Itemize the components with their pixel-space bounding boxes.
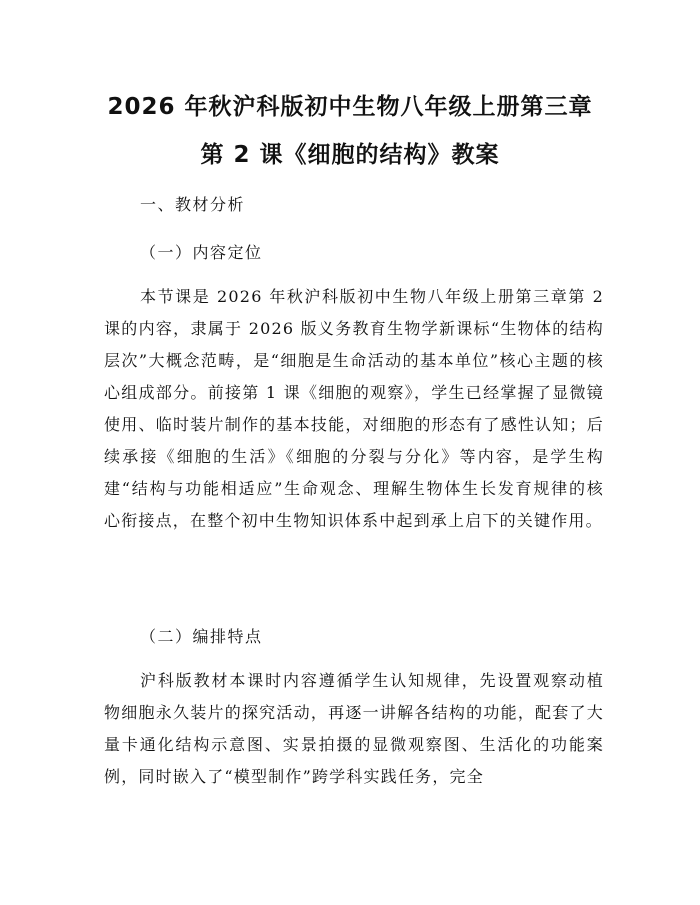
document-title-line-2: 第 2 课《细胞的结构》教案 [200,142,500,168]
document-title-line-1: 2026 年秋沪科版初中生物八年级上册第三章 [107,94,593,120]
paragraph-arrangement-features: 沪科版教材本课时内容遵循学生认知规律，先设置观察动植物细胞永久装片的探究活动，再逐一讲解各结构的功能，配套了大量卡通化结构示意图、实景拍摄的显微观察图、生活化的功能案例，同时嵌入了“模型制作”跨学科实践任务，完全 [104,671,604,786]
paragraph-content-positioning: 本节课是 2026 年秋沪科版初中生物八年级上册第三章第 2 课的内容，隶属于 2026 版义务教育生物学新课标“生物体的结构层次”大概念范畴，是“细胞是生命活动的基本单位”核心主题的核心组成部分。前接第 1 课《细胞的观察》，学生已经掌握了显微镜使用、临时装片制作的基本技能，对细胞的形态有了感性认知；后续承接《细胞的生活》《细胞的分裂与分化》等内容，是学生构建“结构与功能相适应”生命观念、理解生物体生长发育规律的核心衔接点，在整个初中生物知识体系中起到承上启下的关键作用。 [104,287,604,530]
subsection-heading-content-positioning: （一）内容定位 [140,243,263,262]
section-heading-textbook-analysis: 一、教材分析 [140,195,246,214]
subsection-heading-arrangement-features: （二）编排特点 [140,627,263,646]
